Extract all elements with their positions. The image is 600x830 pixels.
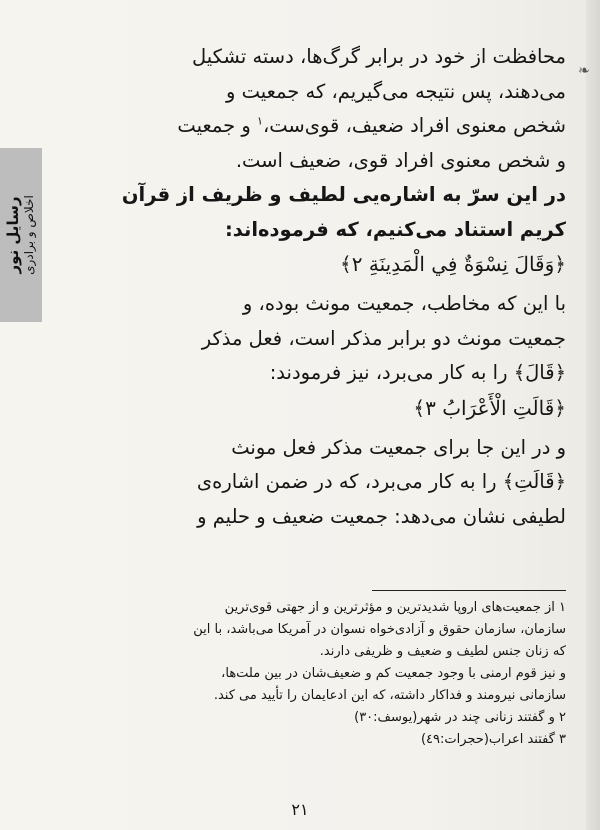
footnote-ref: ١ — [257, 114, 263, 128]
body-line: ﴿قَالَتِ﴾ را به کار می‌برد، که در ضمن اشاره‌ی — [196, 470, 566, 493]
side-tab-subtitle: اخلاص و برادری — [22, 195, 36, 275]
footnote-line: ١ از جمعیت‌های اروپا شدیدترین و مؤثرترین و از جهتی قوی‌ترین — [224, 600, 566, 615]
body-line: با این که مخاطب، جمعیت مونث بوده، و — [242, 292, 566, 315]
body-line: و در این جا برای جمعیت مذکر فعل مونث — [231, 435, 566, 459]
footnote-line: و نیز قوم ارمنی با وجود جمعیت کم و ضعیف‌شان در بین ملت‌ها، — [221, 666, 566, 681]
body-line: ﴿قَالَ﴾ را به کار می‌برد، نیز فرمودند: — [269, 361, 566, 384]
quran-quote: ﴿قَالَتِ الْأَعْرَابُ ٣﴾ — [413, 395, 566, 420]
side-tab-label — [5, 195, 37, 275]
body-line: محافظت از خود در برابر گرگ‌ها، دسته تشکیل — [192, 45, 566, 68]
bold-line: کریم استناد می‌کنیم، که فرموده‌اند: — [224, 217, 566, 241]
body-line-tail: و جمعیت — [177, 114, 251, 137]
footnote-line: ٣ گفتند اعراب(حجرات:٤٩) — [420, 732, 566, 747]
body-line: جمعیت مونث دو برابر مذکر است، فعل مذکر — [201, 326, 566, 350]
footnote-line: سازمان، سازمان حقوق و آزادی‌خواه نسوان در آمریکا می‌باشد، با این — [193, 622, 566, 637]
footnote-divider — [372, 590, 566, 591]
page-gutter — [586, 0, 600, 830]
body-line — [66, 109, 566, 144]
quran-quote: ﴿وَقَالَ نِسْوَةٌ فِي الْمَدِينَةِ ٢﴾ — [340, 252, 566, 276]
side-tab-title: رسایل نور — [4, 196, 22, 274]
footnote-line: سازمانی نیرومند و فداکار داشته، که این ادعایمان را تأیید می کند. — [213, 688, 566, 703]
body-line: و شخص معنوی افراد قوی، ضعیف است. — [235, 148, 566, 172]
footnotes — [66, 597, 566, 751]
body-line: می‌دهند، پس نتیجه می‌گیریم، که جمعیت و — [225, 79, 566, 103]
footnote-line: ٢ و گفتند زنانی چند در شهر(یوسف:٣٠) — [354, 710, 566, 725]
page-number: ٢١ — [291, 800, 309, 819]
body-line-text: شخص معنوی افراد ضعیف، قوی‌ست، — [262, 114, 566, 137]
body-line: لطیفی نشان می‌دهد: جمعیت ضعیف و حلیم و — [197, 504, 566, 528]
bold-line: در این سرّ به اشاره‌یی لطیف و ظریف از قرآن — [121, 183, 566, 206]
footnote-line: که زنان جنس لطیف و ضعیف و ظریفی دارند. — [319, 644, 566, 659]
body-text — [66, 40, 566, 534]
ornament-icon: ❧ — [578, 63, 590, 79]
